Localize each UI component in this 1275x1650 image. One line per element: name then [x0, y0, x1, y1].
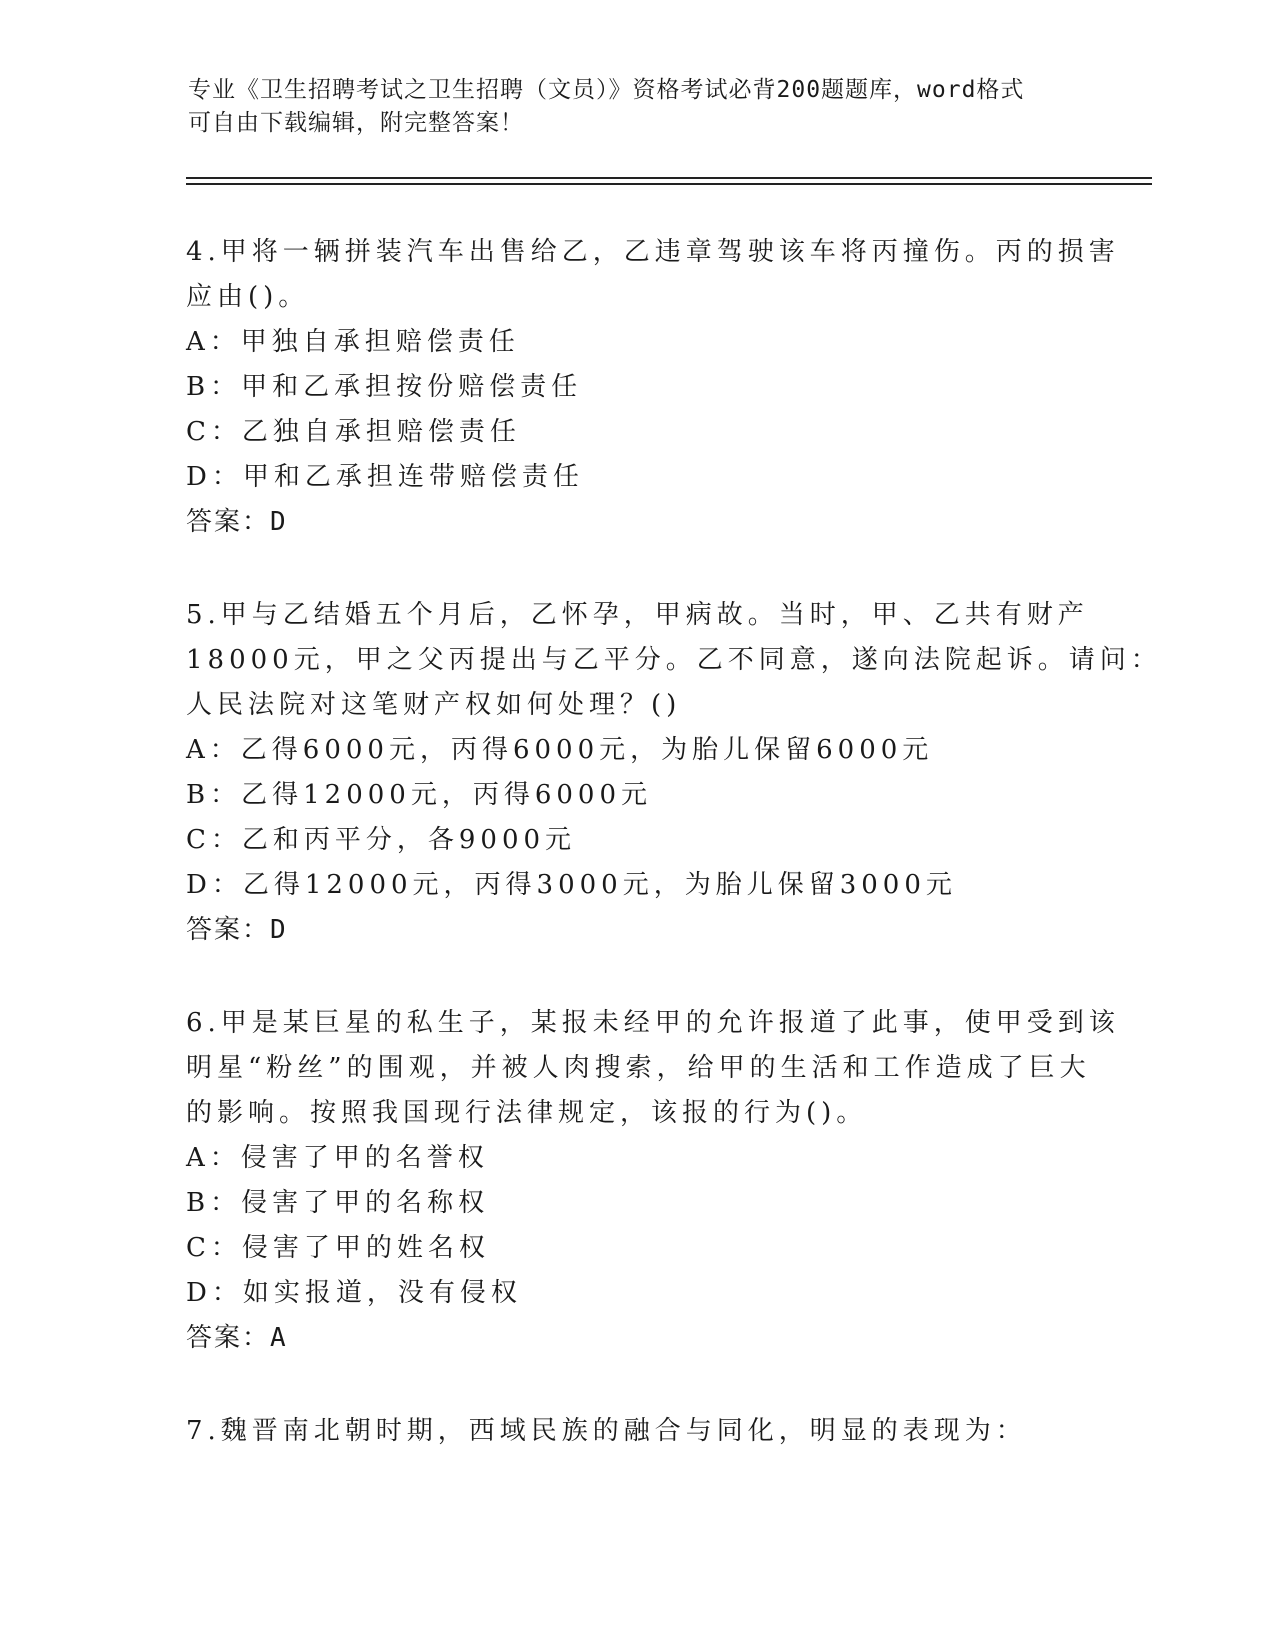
- question-stem-line: 的影响。按照我国现行法律规定，该报的行为()。: [186, 1098, 868, 1128]
- header-line-2: 可自由下载编辑，附完整答案！: [188, 110, 524, 136]
- answer-line: 答案：D: [186, 915, 288, 945]
- question-5: [186, 593, 1162, 953]
- option-a: A：侵害了甲的名誉权: [186, 1143, 489, 1173]
- question-stem-line: 人民法院对这笔财产权如何处理？(): [186, 690, 682, 720]
- header-line-1: 专业《卫生招聘考试之卫生招聘（文员）》资格考试必背200题题库，word格式: [188, 77, 1025, 103]
- question-stem-line: 应由()。: [186, 282, 310, 312]
- option-d: D：甲和乙承担连带赔偿责任: [186, 462, 584, 492]
- question-stem-line: 18000元，甲之父丙提出与乙平分。乙不同意，遂向法院起诉。请问：: [186, 645, 1162, 675]
- option-a: A：乙得6000元，丙得6000元，为胎儿保留6000元: [186, 735, 934, 765]
- question-stem-line: 5.甲与乙结婚五个月后，乙怀孕，甲病故。当时，甲、乙共有财产: [186, 600, 1089, 630]
- question-list: [186, 230, 1162, 1502]
- option-d: D：如实报道，没有侵权: [186, 1278, 522, 1308]
- question-4: [186, 230, 1120, 545]
- option-b: B：侵害了甲的名称权: [186, 1188, 490, 1218]
- answer-line: 答案：D: [186, 507, 288, 537]
- header-divider-top: [186, 177, 1152, 179]
- question-stem-line: 明星“粉丝”的围观，并被人肉搜索，给甲的生活和工作造成了巨大: [186, 1053, 1091, 1083]
- option-c: C：乙和丙平分，各9000元: [186, 825, 577, 855]
- question-stem-line: 7.魏晋南北朝时期，西域民族的融合与同化，明显的表现为：: [186, 1416, 1027, 1446]
- option-a: A：甲独自承担赔偿责任: [186, 327, 520, 357]
- header-divider-bottom: [186, 183, 1152, 185]
- option-c: C：侵害了甲的姓名权: [186, 1233, 490, 1263]
- question-6: [186, 1001, 1120, 1361]
- question-7: [186, 1409, 1086, 1454]
- question-stem-line: 4.甲将一辆拼装汽车出售给乙，乙违章驾驶该车将丙撞伤。丙的损害: [186, 237, 1120, 267]
- document-header: [188, 74, 1068, 140]
- option-b: B：甲和乙承担按份赔偿责任: [186, 372, 583, 402]
- option-b: B：乙得12000元，丙得6000元: [186, 780, 652, 810]
- answer-line: 答案：A: [186, 1323, 288, 1353]
- question-stem-line: 6.甲是某巨星的私生子，某报未经甲的允许报道了此事，使甲受到该: [186, 1008, 1120, 1038]
- option-d: D：乙得12000元，丙得3000元，为胎儿保留3000元: [186, 870, 957, 900]
- option-c: C：乙独自承担赔偿责任: [186, 417, 521, 447]
